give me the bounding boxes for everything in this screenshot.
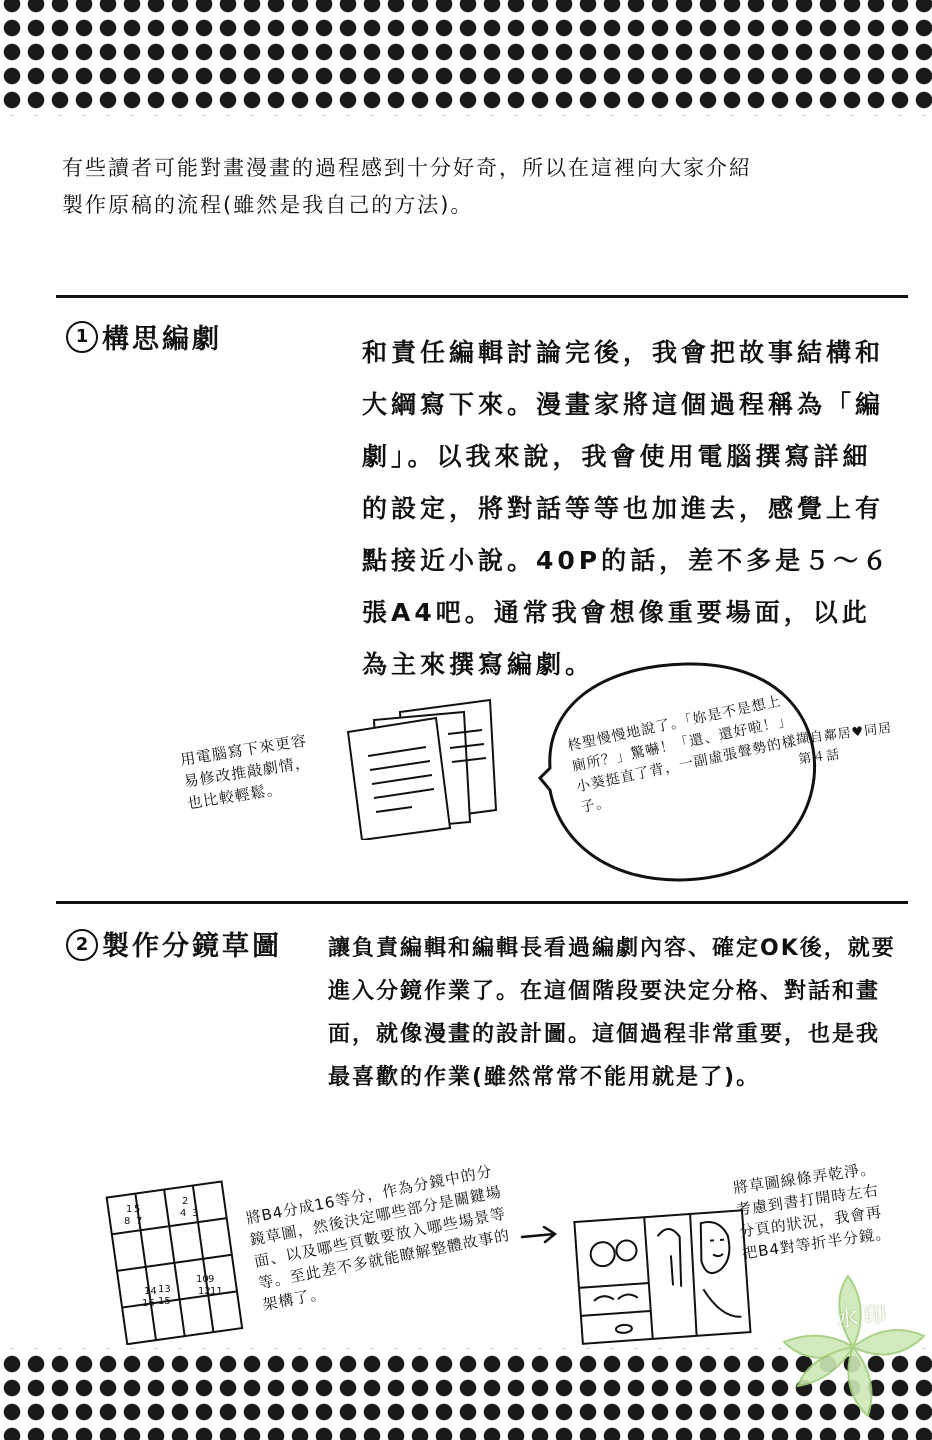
grid-number: 2 [182, 1196, 189, 1207]
section-2-body: 讓負責編輯和編輯長看過編劇內容、確定OK後，就要進入分鏡作業了。在這個階段要決定分格、對話和畫面，就像漫畫的設計圖。這個過程非常重要，也是我最喜歡的作業(雖然常常不能用就是了)。 [328, 936, 896, 1090]
intro-line-1: 有些讀者可能對畫漫畫的過程感到十分好奇，所以在這裡向大家介紹 [62, 156, 752, 180]
storyboard-grid-sketch [98, 1175, 248, 1345]
grid-number: 4 [180, 1208, 187, 1219]
grid-number: 7 [136, 1216, 143, 1227]
intro-line-2: 製作原稿的流程(雖然是我自己的方法)。 [62, 193, 474, 217]
grid-number: 12 [198, 1286, 211, 1297]
section-2-number: 2 [66, 929, 98, 961]
grid-number: 9 [208, 1274, 215, 1285]
papers-illustration [340, 690, 510, 840]
grid-number: 1 [126, 1204, 133, 1215]
section-2-note-2: 將草圖線條弄乾淨。考慮到書打開時左右分頁的狀況，我會再把B4對等折半分鏡。 [731, 1159, 892, 1263]
section-2-note-1: 將B4分成16等分，作為分鏡中的分鏡草圖，然後決定哪些部分是關鍵場面、以及哪些頁數要放入哪些場景等等。至此差不多就能瞭解整體故事的架構了。 [244, 1162, 512, 1315]
intro-paragraph [62, 150, 892, 224]
grid-number: 15 [158, 1296, 171, 1307]
section-1-number: 1 [66, 321, 98, 353]
speech-bubble-text: 柊聖慢慢地說了。「妳是不是想上廁所？」驚嚇！「還、還好啦！」小葵挺直了背，一副虛張聲勢的樣子。 [566, 693, 799, 817]
grid-number: 5 [134, 1204, 141, 1215]
grid-number: 11 [210, 1286, 223, 1297]
grid-number: 14 [144, 1286, 157, 1297]
section-2-title: 製作分鏡草圖 [102, 931, 282, 962]
section-1-body: 和責任編輯討論完後，我會把故事結構和大綱寫下來。漫畫家將這個過程稱為「編劇」。以我來說，我會使用電腦撰寫詳細的設定，將對話等等也加進去，感覺上有點接近小說。40P的話，差不多是５～６張A4吧。通常我會想像重要場面，以此為主來撰寫編劇。 [362, 338, 892, 679]
section-1-note: 用電腦寫下來更容易修改推敲劇情，也比較輕鬆。 [179, 731, 312, 813]
excerpt-label: 擷自鄰居♥同居第４話 [795, 720, 893, 768]
grid-number: 16 [142, 1298, 155, 1309]
grid-number: 10 [196, 1274, 209, 1285]
top-dot-border [0, 0, 932, 116]
watermark-text: 水印 [835, 1302, 894, 1333]
grid-number: 3 [192, 1208, 199, 1219]
arrow-right-icon [520, 1226, 560, 1246]
section-1-title: 構思編劇 [102, 324, 222, 355]
rough-storyboard-sketch [572, 1196, 754, 1346]
section-2-divider [56, 901, 908, 904]
watermark-leaf-icon [778, 1272, 928, 1422]
grid-number: 13 [158, 1284, 171, 1295]
grid-number: 8 [124, 1216, 131, 1227]
section-1-divider [56, 295, 908, 298]
